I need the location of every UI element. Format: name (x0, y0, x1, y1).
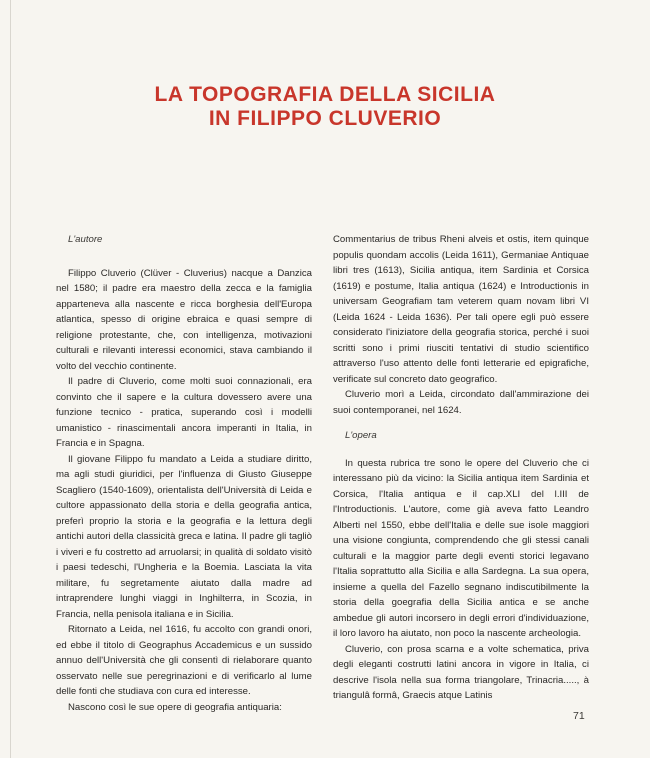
left-column (56, 232, 312, 715)
paragraph: Ritornato a Leida, nel 1616, fu accolto con grandi onori, ed ebbe il titolo di Geographus Accademicus e un sussido annuo dell'Università che gli consentì di rielaborare quanto osservato nelle sue peregrinazioni e di verificarlo al lume delle fonti che studiava con cura ed interesse. (56, 624, 312, 697)
paragraph: Filippo Cluverio (Clüver - Cluverius) nacque a Danzica nel 1580; il padre era maestro della zecca e la famiglia apparteneva alla nascente e ricca borghesia dell'Europa atlantica, spesso di origine ebraica e quasi sempre di religione protestante, che, con intelligenza, motivazioni culturali e rilevanti interessi economici, stava cambiando il volto del vecchio continente. (56, 267, 312, 372)
paragraph: Nascono così le sue opere di geografia antiquaria: (68, 701, 282, 713)
section-heading-autore: L'autore (68, 234, 103, 245)
article-title (60, 83, 590, 131)
page-number: 71 (573, 710, 585, 722)
paragraph: Cluverio morì a Leida, circondato dall'ammirazione dei suoi contemporanei, nel 1624. (333, 389, 589, 416)
title-line-2: IN FILIPPO CLUVERIO (208, 107, 442, 130)
paragraph: Commentarius de tribus Rheni alveis et ostis, item quinque populis quondam accolis (Leida 1611), Germaniae Antiquae libri tres (1613), Sicilia antiqua, item Sardinia et Corsica (1619) e postume, Italia antiqua (1624) e Introductionis in universam Geografiam tam veterem quam novam libri VI (Leida 1624 - Leida 1636). Per tali opere egli può essere considerato l'iniziatore della geografia storica, perché i suoi scritti sono i primi riusciti tentativi di studio scientifico attraverso l'uso attento delle fonti letterarie ed epigrafiche, verificate sul concreto dato geografico. (333, 234, 589, 385)
paragraph: Il padre di Cluverio, come molti suoi connazionali, era convinto che il sapere e la cultura dovessero avere una funzione tecnico - pratica, superando così i modelli umanistico - rinascimentali ancora imperanti in Italia, in Francia e in Spagna. (56, 376, 312, 449)
paragraph: Il giovane Filippo fu mandato a Leida a studiare diritto, ma agli studi giuridici, per l'influenza di Giusto Giuseppe Scagliero (1540-1609), orientalista dell'Università di Leida e cultore appassionato della storia e della geografia antica, preferì proprio la storia e la geografia e la lettura degli antichi autori della classicità greca e latina. Il padre gli tagliò i viveri e fu costretto ad arruolarsi; in qualità di soldato visitò i paesi tedeschi, l'Ungheria e la Boemia. Lasciata la vita militare, fu segretamente aiutato dalla madre ad intraprendere lunghi viaggi in Inghilterra, in Scozia, in Francia, nella penisola italiana e in Sicilia. (56, 453, 312, 620)
right-column (333, 232, 589, 704)
page-edge-rule (10, 0, 11, 758)
paragraph: Cluverio, con prosa scarna e a volte schematica, priva degli eleganti costrutti latini ancora in vigore in Italia, ci descrive l'isola nella sua forma triangolare, Trinacria....., à triangulâ formâ, Graecis atque Latinis (333, 643, 589, 701)
title-line-1: LA TOPOGRAFIA DELLA SICILIA (154, 83, 496, 106)
section-heading-opera: L'opera (345, 430, 377, 441)
paragraph: In questa rubrica tre sono le opere del Cluverio che ci interessano più da vicino: la Sicilia antiqua item Sardinia et Corsica, l'Italia antiqua e il cap.XLI del l.III de l'Introductionis. L'autore, come già aveva fatto Leandro Alberti nel 1550, ebbe dell'Italia e delle sue isole maggiori una visione congiunta, comprendendo che gli stessi canali culturali e la maggior parte degli eventi storici legavano l'Italia soprattutto alla Sicilia e alla Sardegna. La sua opera, insieme a quella del Fazello segnano indiscutibilmente la storia della goegrafia della Sicilia antica e se anche ambedue gli autori incorsero in degli errori d'individuazione, il loro lavoro ha aiutato, non poco la nascente archeologia. (333, 457, 589, 639)
